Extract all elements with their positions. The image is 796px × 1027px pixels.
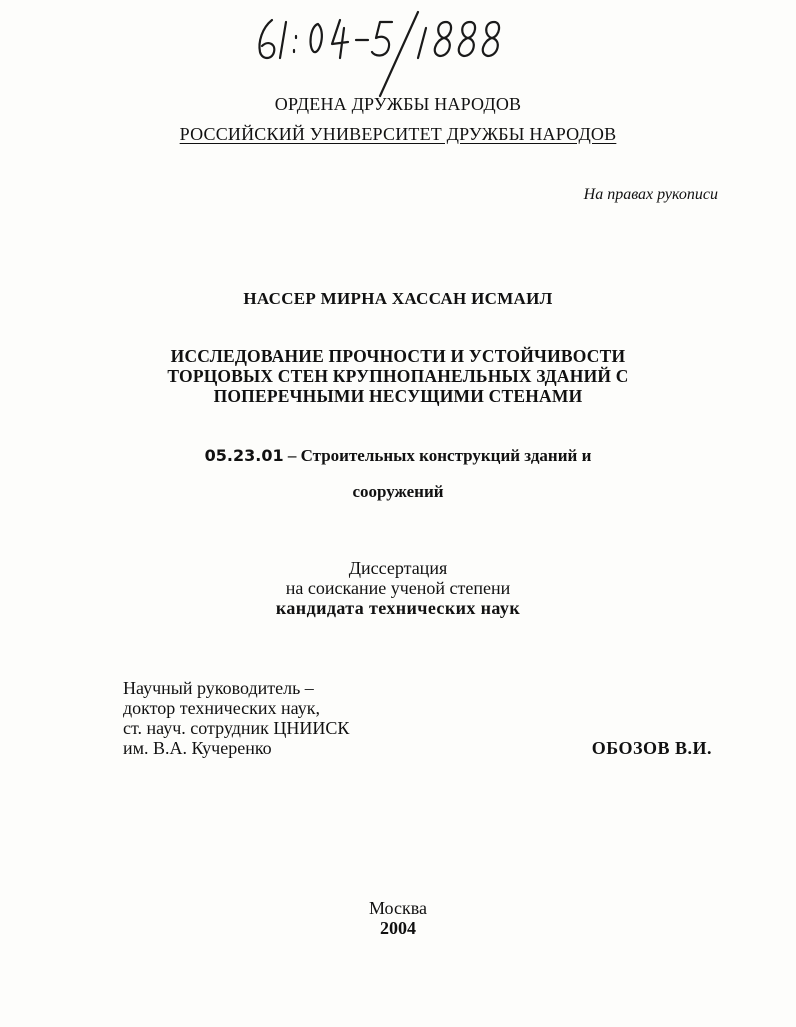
thesis-title-line-3: ПОПЕРЕЧНЫМИ НЕСУЩИМИ СТЕНАМИ xyxy=(213,386,583,406)
advisor-degree: доктор технических наук, xyxy=(123,698,320,718)
university-name: РОССИЙСКИЙ УНИВЕРСИТЕТ ДРУЖБЫ НАРОДОВ xyxy=(179,124,617,144)
dissertation-label: Диссертация xyxy=(348,558,448,578)
organization-line-1: ОРДЕНА ДРУЖБЫ НАРОДОВ xyxy=(274,94,522,114)
city: Москва xyxy=(369,898,427,918)
organization-line-2 xyxy=(0,124,796,145)
advisor-info xyxy=(123,678,349,758)
thesis-title xyxy=(0,346,796,406)
author-name: НАССЕР МИРНА ХАССАН ИСМАИЛ xyxy=(243,289,553,308)
handwritten-number-drawing xyxy=(250,8,520,98)
specialty xyxy=(0,438,796,510)
specialty-line-2: сооружений xyxy=(352,482,444,501)
thesis-title-line-1: ИССЛЕДОВАНИЕ ПРОЧНОСТИ И УСТОЙЧИВОСТИ xyxy=(170,346,626,366)
degree-purpose: на соискание ученой степени xyxy=(285,578,511,598)
year: 2004 xyxy=(380,918,416,938)
advisor-institute: им. В.А. Кучеренко xyxy=(123,738,272,758)
specialty-name: – Строительных конструкций зданий и xyxy=(287,446,592,465)
advisor-role: Научный руководитель – xyxy=(123,678,314,698)
advisor-position: ст. науч. сотрудник ЦНИИСК xyxy=(123,718,350,738)
dissertation-info xyxy=(0,558,796,618)
specialty-code: 05.23.01 xyxy=(204,446,284,465)
degree-name: кандидата технических наук xyxy=(275,598,521,618)
thesis-title-line-2: ТОРЦОВЫХ СТЕН КРУПНОПАНЕЛЬНЫХ ЗДАНИЙ С xyxy=(167,366,629,386)
specialty-line-1 xyxy=(0,438,796,474)
handwritten-archive-number xyxy=(250,8,520,98)
advisor-name: ОБОЗОВ В.И. xyxy=(591,738,712,758)
place-and-year xyxy=(0,898,796,938)
rights-note: На правах рукописи xyxy=(583,186,718,203)
